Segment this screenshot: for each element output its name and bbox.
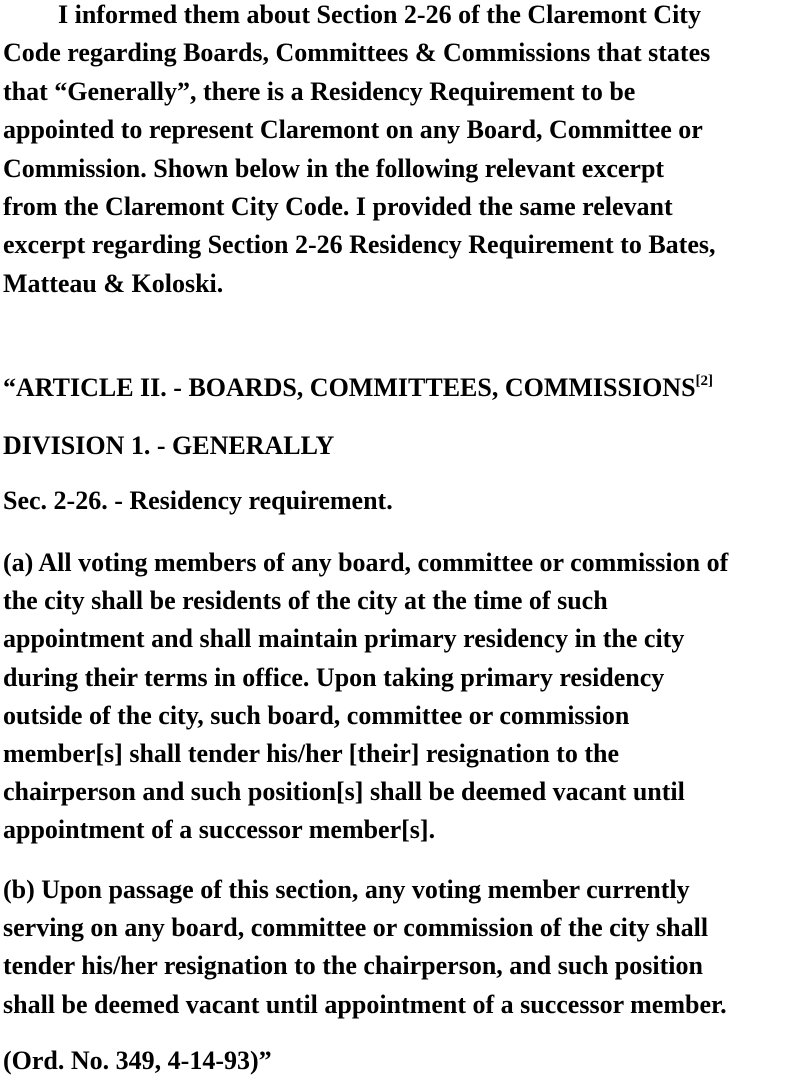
paragraph-b-line: serving on any board, committee or commission of the city shall	[3, 913, 709, 943]
paragraph-b-line: shall be deemed vacant until appointment of a successor member.	[3, 989, 727, 1019]
article-heading	[3, 370, 713, 406]
intro-line: that “Generally”, there is a Residency Requirement to be	[3, 76, 636, 106]
paragraph-a-line: appointment of a successor member[s].	[3, 815, 436, 845]
paragraph-a-line: during their terms in office. Upon taking primary residency	[3, 662, 665, 692]
paragraph-b-line: (b) Upon passage of this section, any voting member currently	[3, 875, 690, 904]
intro-line: appointed to represent Claremont on any Board, Committee or	[3, 115, 703, 145]
article-heading-text: “ARTICLE II. - BOARDS, COMMITTEES, COMMISSIONS	[3, 373, 696, 402]
division-heading: DIVISION 1. - GENERALLY	[3, 431, 335, 460]
paragraph-b	[3, 871, 807, 1024]
footnote-reference[interactable]: [2]	[695, 373, 714, 389]
intro-line: from the Claremont City Code. I provided the same relevant	[3, 192, 673, 222]
paragraph-a-line: member[s] shall tender his/her [their] resignation to the	[3, 739, 619, 769]
paragraph-a-line: (a) All voting members of any board, committee or commission of	[3, 548, 729, 577]
intro-line: Commission. Shown below in the following relevant excerpt	[3, 153, 665, 183]
intro-line: Code regarding Boards, Committees & Commissions that states	[3, 38, 711, 68]
ordinance-citation: (Ord. No. 349, 4-14-93)”	[3, 1046, 272, 1075]
intro-line: Matteau & Koloski.	[3, 268, 224, 298]
paragraph-a-line: the city shall be residents of the city at the time of such	[3, 586, 608, 616]
intro-line: I informed them about Section 2-26 of the Claremont City	[58, 0, 701, 29]
intro-paragraph	[3, 0, 803, 303]
paragraph-a	[3, 544, 807, 850]
paragraph-a-line: appointment and shall maintain primary residency in the city	[3, 624, 685, 654]
paragraph-b-line: tender his/her resignation to the chairperson, and such position	[3, 951, 703, 981]
paragraph-a-line: outside of the city, such board, committee or commission	[3, 700, 630, 730]
intro-line: excerpt regarding Section 2-26 Residency Requirement to Bates,	[3, 230, 716, 260]
paragraph-a-line: chairperson and such position[s] shall be deemed vacant until	[3, 777, 685, 807]
section-heading: Sec. 2-26. - Residency requirement.	[3, 486, 393, 515]
